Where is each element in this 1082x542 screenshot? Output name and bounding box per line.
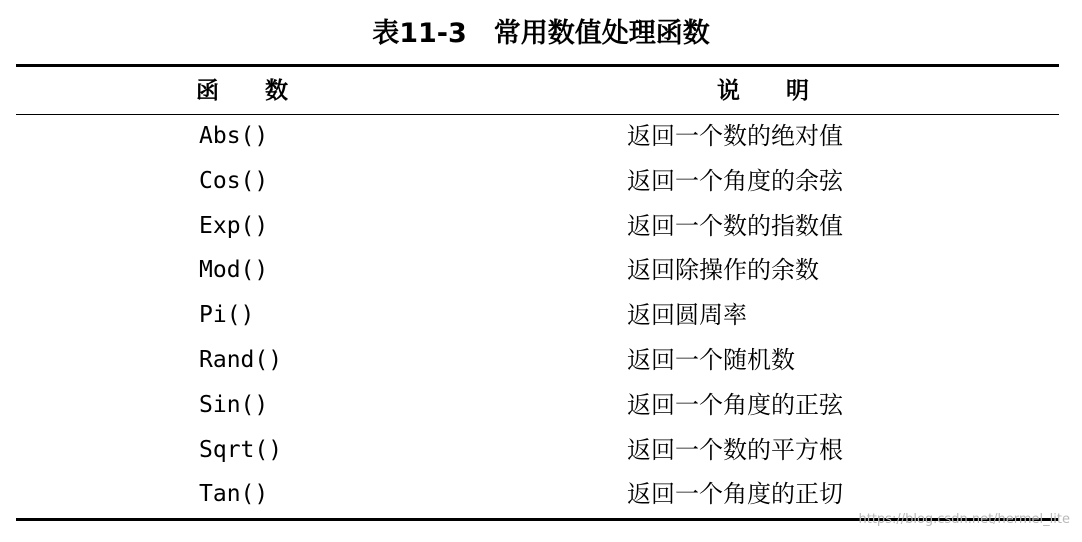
function-name: Sqrt() <box>199 436 283 463</box>
table-row <box>0 159 1082 204</box>
watermark: https://blog.csdn.net/hermel_lite <box>858 512 1070 527</box>
column-header-function: 函 数 <box>196 78 288 104</box>
function-name: Tan() <box>199 481 269 508</box>
function-description: 返回一个数的绝对值 <box>627 122 843 150</box>
table-row <box>0 114 1082 159</box>
function-name: Mod() <box>199 257 269 284</box>
function-description: 返回一个角度的余弦 <box>627 166 843 195</box>
function-description: 返回一个数的指数值 <box>627 211 843 240</box>
column-header-description: 说 明 <box>717 78 809 104</box>
table-top-rule <box>16 64 1059 67</box>
function-name: Abs() <box>199 123 269 149</box>
function-description: 返回圆周率 <box>627 301 747 330</box>
function-name: Cos() <box>199 167 269 194</box>
function-description: 返回一个角度的正切 <box>627 480 843 509</box>
function-name: Sin() <box>199 391 269 418</box>
table-row <box>0 383 1082 428</box>
function-description: 返回一个角度的正弦 <box>627 390 843 419</box>
table-row <box>0 293 1082 338</box>
table-caption: 表11-3 常用数值处理函数 <box>372 18 710 49</box>
table-row <box>0 338 1082 383</box>
table-body <box>0 114 1082 517</box>
table-row <box>0 428 1082 473</box>
function-name: Pi() <box>199 302 255 329</box>
function-description: 返回除操作的余数 <box>627 256 819 285</box>
function-description: 返回一个数的平方根 <box>627 435 843 464</box>
table-row <box>0 248 1082 293</box>
function-name: Rand() <box>199 346 283 373</box>
table-row <box>0 204 1082 249</box>
function-description: 返回一个随机数 <box>627 345 795 374</box>
function-name: Exp() <box>199 212 269 239</box>
